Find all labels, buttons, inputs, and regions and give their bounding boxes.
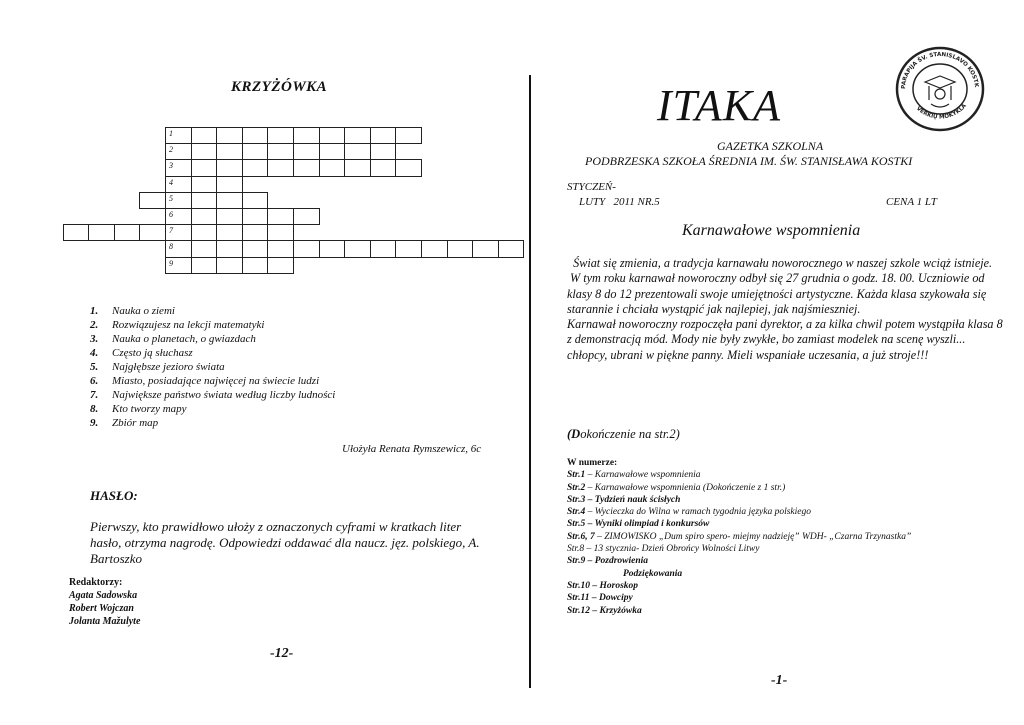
clue-item [90,388,335,402]
crossword-cell [242,127,269,144]
clue-text: Największe państwo świata według liczby ludności [112,389,336,401]
clue-number: 3. [90,333,99,345]
crossword-cell [293,159,320,176]
toc-page: Str.9 [567,556,586,567]
toc-entry [567,494,911,506]
article-paragraph: Świat się zmienia, a tradycja karnawału noworocznego w naszej szkole wciąż istnieje. [567,256,993,270]
clue-number: 6. [90,375,99,387]
crossword-cell [216,240,243,257]
crossword-cell [191,176,218,193]
article-title: Karnawałowe wspomnienia [682,222,861,239]
clue-item [90,332,335,346]
clue-number: 5. [90,361,99,373]
clue-item [90,304,335,318]
crossword-cell [319,143,346,160]
crossword-cell [267,159,294,176]
crossword-cell [242,159,269,176]
crossword-cell [498,240,525,257]
crossword-cell [216,143,243,160]
subtitle-gazetka: GAZETKA SZKOLNA [717,139,824,153]
crossword-cell [293,240,320,257]
continued-note [567,427,680,442]
crossword-cell [319,240,346,257]
table-of-contents [567,457,911,617]
crossword-cell [370,143,397,160]
author-credit: Ułożyła Renata Rymszewicz, 6c [342,443,482,455]
crossword-cell [216,208,243,225]
article-body [567,256,1007,363]
crossword-cell [472,240,499,257]
clue-number: 4. [90,347,99,359]
clue-text: Nauka o ziemi [112,305,175,317]
clue-text: Miasto, posiadające najwięcej na świecie ludzi [112,375,320,387]
toc-text: – ZIMOWISKO „Dum spiro spero- miejmy nadzieję” WDH- „Czarna Trzynastka” [594,531,912,542]
crossword-row-number: 4 [169,177,173,187]
clue-number: 7. [90,389,99,401]
crossword-cell [242,208,269,225]
editor-3: Jolanta Mažulyte [69,616,141,627]
clue-number: 1. [90,305,99,317]
toc-page: Str.8 – 13 stycznia- Dzień Obrońcy Wolności Litwy [567,544,760,555]
clue-text: Nauka o planetach, o gwiazdach [112,333,256,345]
crossword-cell [242,224,269,241]
clue-item [90,318,335,332]
toc-text: – Horoskop [589,580,639,591]
clue-text: Często ją słuchasz [112,347,193,359]
crossword-cell [267,257,294,274]
crossword-cell [242,257,269,274]
crossword-cell [114,224,141,241]
crossword-cell [395,127,422,144]
clue-item [90,374,335,388]
crossword-cell [139,192,166,209]
crossword-cell [267,208,294,225]
crossword-cell [447,240,474,257]
continued-rest: okończenie na str.2) [580,427,680,441]
crossword-cell [319,159,346,176]
crossword-cell [191,240,218,257]
continued-prefix: (D [567,427,581,441]
crossword-row-number: 9 [169,258,173,268]
clue-item [90,402,335,416]
crossword-cell [139,224,166,241]
crossword-cell [191,143,218,160]
toc-page: Str.1 [567,470,586,481]
toc-entry [567,543,911,555]
crossword-cell [293,208,320,225]
crossword-cell [267,127,294,144]
crossword-cell [267,143,294,160]
crossword-cell [216,176,243,193]
crossword-cell [293,127,320,144]
crossword-cell [319,127,346,144]
crossword-row-number: 8 [169,242,173,252]
toc-entry [567,568,911,580]
toc-text: – Wyniki olimpiad i konkursów [585,519,710,530]
seal-text-bottom: VERKIŲ MOKYKLA [914,103,968,121]
crossword-cell [344,159,371,176]
clue-item [90,416,335,430]
toc-text: – Krzyżówka [589,605,642,616]
crossword-cell [216,224,243,241]
crossword-cell [395,159,422,176]
issue-month: STYCZEŃ- [567,181,616,193]
newspaper-title: ITAKA [657,81,781,130]
toc-page: Str.3 [567,494,586,505]
crossword-cell [267,240,294,257]
toc-page: Str.6, 7 [567,531,595,542]
clue-text: Zbiór map [112,417,159,429]
clue-item [90,360,335,374]
toc-text: – Dowcipy [589,593,633,604]
clue-number: 8. [90,403,99,415]
page-number-left: -12- [270,646,294,661]
toc-entry [567,482,911,494]
issue-price: CENA 1 LT [886,196,937,208]
toc-entry [567,555,911,567]
crossword-cell [370,127,397,144]
clue-item [90,346,335,360]
crossword-cell [216,192,243,209]
crossword-cell [344,127,371,144]
toc-entry [567,469,911,481]
toc-text: – Wycieczka do Wilna w ramach tygodnia języka polskiego [585,507,811,518]
crossword-row-number: 6 [169,210,173,219]
crossword-cell [191,208,218,225]
haslo-title: HASŁO: [90,488,138,503]
crossword-cell [191,159,218,176]
crossword-cell [370,240,397,257]
editor-1: Agata Sadowska [69,590,138,601]
toc-entry [567,605,911,617]
clue-text: Najgłębsze jezioro świata [112,361,225,373]
toc-page: Str.11 [567,593,590,604]
crossword-cell [63,224,90,241]
toc-page: Str.4 [567,507,586,518]
crossword-title: KRZYŻÓWKA [231,79,328,95]
toc-entry [567,518,911,530]
editor-2: Robert Wojczan [69,603,134,614]
toc-text: – Karnawałowe wspomnienia (Dokończenie z 1 str.) [585,482,786,493]
crossword-cell [242,240,269,257]
crossword-cell [88,224,115,241]
toc-page: Str.2 [567,482,586,493]
haslo-text: Pierwszy, kto prawidłowo ułoży z oznaczonych cyframi w kratkach liter hasło, otrzyma nagrodę. Odpowiedzi oddawać dla naucz. jęz. polskiego, A. Bartoszko [90,519,480,566]
crossword-cell [191,127,218,144]
toc-entry [567,531,911,543]
crossword-cell [395,240,422,257]
toc-text: – Tydzień nauk ścisłych [585,494,681,505]
crossword-cell [191,192,218,209]
clue-list [90,304,335,430]
crossword-cell [370,159,397,176]
crossword-row-number: 3 [169,161,173,171]
crossword-cell [267,224,294,241]
crossword-cell [216,257,243,274]
toc-entry [567,580,911,592]
article-paragraph: Karnawał noworoczny rozpoczęła pani dyrektor, a za kilka chwil potem wystąpiła klasa 8 z demonstracją mód. Mody nie były zwykłe, bo zamiast modelek na scenę wyszli... chłopcy, ubrani w piękne panny. Mieli wspaniałe uczesania, a już stroje!!! [567,317,1006,362]
toc-text: Podziękowania [623,568,683,579]
clue-text: Kto tworzy mapy [112,403,187,415]
editors-title: Redaktorzy: [69,577,123,588]
page-number-right: -1- [771,673,788,688]
article-paragraph: W tym roku karnawał noworoczny odbył się 27 grudnia o godz. 18. 00. Uczniowie od klasy 8 do 12 prezentowali swoje umiejętności artystyczne. Każda klasa szykowała się starannie i chciała wystąpić jak najlepiej, jak najśmieszniej. [567,271,990,316]
crossword-cell [191,257,218,274]
page-divider [529,75,531,688]
crossword-cell [216,159,243,176]
crossword-cell [293,143,320,160]
toc-page: Str.12 [567,605,590,616]
clue-text: Rozwiązujesz na lekcji matematyki [112,319,265,331]
crossword-row-number: 2 [169,145,173,155]
crossword-cell [344,240,371,257]
seal-text-top: PARAPIJA ŠV. STANISLAVO KOSTK [900,51,979,90]
toc-page: Str.10 [567,580,590,591]
toc-entry [567,506,911,518]
toc-page: Str.5 [567,519,586,530]
crossword-row-number: 7 [169,226,173,236]
clue-number: 9. [90,417,99,429]
subtitle-school: PODBRZESKA SZKOŁA ŚREDNIA IM. ŚW. STANISŁAWA KOSTKI [585,154,913,168]
school-seal [895,46,985,132]
toc-text: – Pozdrowienia [585,556,649,567]
toc-title: W numerze: [567,458,618,468]
crossword-cell [191,224,218,241]
toc-entry [567,592,911,604]
issue-number: LUTY 2011 NR.5 [579,196,660,208]
crossword-row-number: 5 [169,193,173,203]
crossword-row-number: 1 [169,129,173,138]
toc-text: – Karnawałowe wspomnienia [585,470,701,481]
crossword-cell [421,240,448,257]
crossword-cell [242,143,269,160]
clue-number: 2. [90,319,99,331]
crossword-cell [242,192,269,209]
crossword-cell [344,143,371,160]
crossword-cell [216,127,243,144]
